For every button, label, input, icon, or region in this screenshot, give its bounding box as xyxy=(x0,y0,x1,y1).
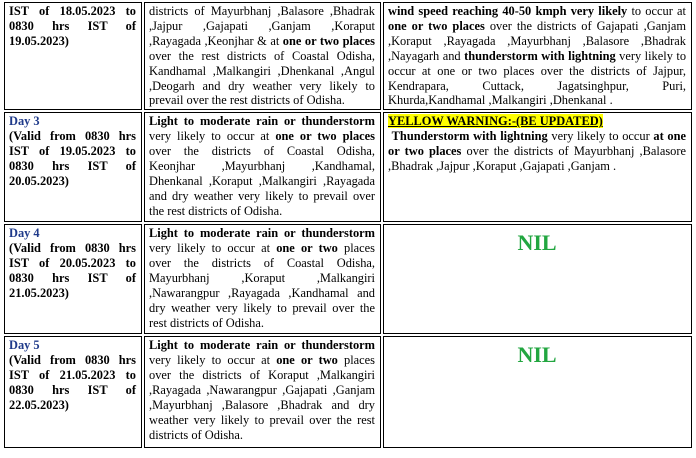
text-span: over the districts of Coastal Odisha, Keonjhar ,Mayurbhanj ,Kandhamal, Dhenkanal ,Koraput ,Malkangiri ,Rayagada and dry weather very likely to prevail over the rest districts of Odisha. xyxy=(149,144,375,218)
warning-cell xyxy=(383,112,692,222)
text-span: over the districts of Mayurbhanj ,Balasore ,Bhadrak ,Jajpur ,Koraput ,Gajapati ,Ganjam . xyxy=(388,144,686,174)
table-row-day-2 xyxy=(4,2,692,110)
warning-cell xyxy=(383,336,692,448)
rainfall-forecast-text xyxy=(149,226,375,330)
table-row-day-3 xyxy=(4,112,692,222)
table-row-day-4 xyxy=(4,224,692,334)
validity-text: IST of 18.05.2023 to 0830 hrs IST of 19.05.2023) xyxy=(9,4,136,48)
bold-span: wind speed reaching 40-50 kmph very likely xyxy=(388,4,628,18)
table-row-day-5 xyxy=(4,336,692,448)
bold-span: at one or two places xyxy=(388,129,686,159)
text-span: to occur at xyxy=(627,4,686,18)
text-span: very likely to occur at xyxy=(149,129,276,144)
bold-span: one or two places xyxy=(282,33,375,48)
yellow-warning-badge: YELLOW WARNING:-(BE UPDATED) xyxy=(388,114,603,129)
forecast-table xyxy=(2,0,694,450)
nil-warning-text: NIL xyxy=(517,230,557,256)
validity-cell xyxy=(4,112,142,222)
nil-warning-text: NIL xyxy=(517,342,557,368)
day-label: Day 3 xyxy=(9,114,40,129)
validity-cell xyxy=(4,2,142,110)
bold-span: Light to moderate rain or thunderstorm xyxy=(149,114,375,129)
rainfall-forecast-cell xyxy=(144,336,381,448)
bold-span: one or two places xyxy=(275,129,375,144)
bold-span: one or two places xyxy=(388,18,485,33)
bold-span: Light to moderate rain or thunderstorm xyxy=(149,226,375,241)
warning-cell xyxy=(383,2,692,110)
bold-span: one or two xyxy=(276,241,338,256)
validity-text: (Valid from 0830 hrs IST of 19.05.2023 to 0830 hrs IST of 20.05.2023) xyxy=(9,129,136,188)
text-span: very likely to occur at xyxy=(149,241,277,256)
text-span: very likely to occur xyxy=(547,129,654,144)
bold-span: one or two xyxy=(276,353,338,368)
rainfall-forecast-text xyxy=(149,114,375,218)
validity-text: (Valid from 0830 hrs IST of 20.05.2023 to 0830 hrs IST of 21.05.2023) xyxy=(9,241,136,300)
validity-cell xyxy=(4,336,142,448)
bold-span: thunderstorm with lightning xyxy=(464,48,616,63)
rainfall-forecast-cell xyxy=(144,112,381,222)
text-span: districts of Mayurbhanj ,Balasore ,Bhadrak ,Jajpur ,Gajapati ,Ganjam ,Koraput ,Rayagada ,Keonjhar & at xyxy=(149,4,375,48)
validity-cell xyxy=(4,224,142,334)
warning-text xyxy=(388,4,686,108)
day-label: Day 4 xyxy=(9,226,40,241)
rainfall-forecast-cell xyxy=(144,2,381,110)
text-span: very likely to occur at one or two places over the districts of Jajpur, Kendrapara, Cuttack, Jagatsinghpur, Puri, Khurda,Kandhamal ,Malkangiri ,Dhenkanal . xyxy=(388,48,687,108)
bold-span: Thunderstorm with lightning xyxy=(391,129,548,144)
rainfall-forecast-text xyxy=(149,338,375,442)
validity-text: (Valid from 0830 hrs IST of 21.05.2023 to 0830 hrs IST of 22.05.2023) xyxy=(9,353,136,412)
rainfall-forecast-text xyxy=(149,4,375,108)
bold-span: Light to moderate rain or thunderstorm xyxy=(149,338,375,353)
text-span: over the districts of Gajapati ,Ganjam ,Koraput ,Rayagada ,Mayurbhanj ,Balasore ,Bhadrak ,Nayagarh and xyxy=(388,18,686,63)
rainfall-forecast-cell xyxy=(144,224,381,334)
text-span: places over the districts of Koraput ,Malkangiri ,Rayagada ,Nawarangpur ,Gajapati ,Ganjam ,Mayurbhanj ,Balasore ,Bhadrak and dry weather very likely to prevail over the rest districts of Odisha. xyxy=(149,353,375,442)
text-span: very likely to occur at xyxy=(149,353,277,368)
text-span: over the rest districts of Coastal Odisha, Kandhamal ,Malkangiri ,Dhenkanal ,Angul ,Deogarh and dry weather very likely to prevail over the rest districts of Odisha. xyxy=(149,48,375,108)
forecast-table-container xyxy=(2,0,694,458)
warning-text xyxy=(388,129,686,174)
day-label: Day 5 xyxy=(9,338,40,353)
warning-cell xyxy=(383,224,692,334)
text-span: places over the districts of Coastal Odisha, Mayurbhanj ,Koraput ,Malkangiri ,Nawarangpur ,Rayagada ,Kandhamal and dry weather very likely to prevail over the rest districts of Odisha. xyxy=(149,241,375,330)
